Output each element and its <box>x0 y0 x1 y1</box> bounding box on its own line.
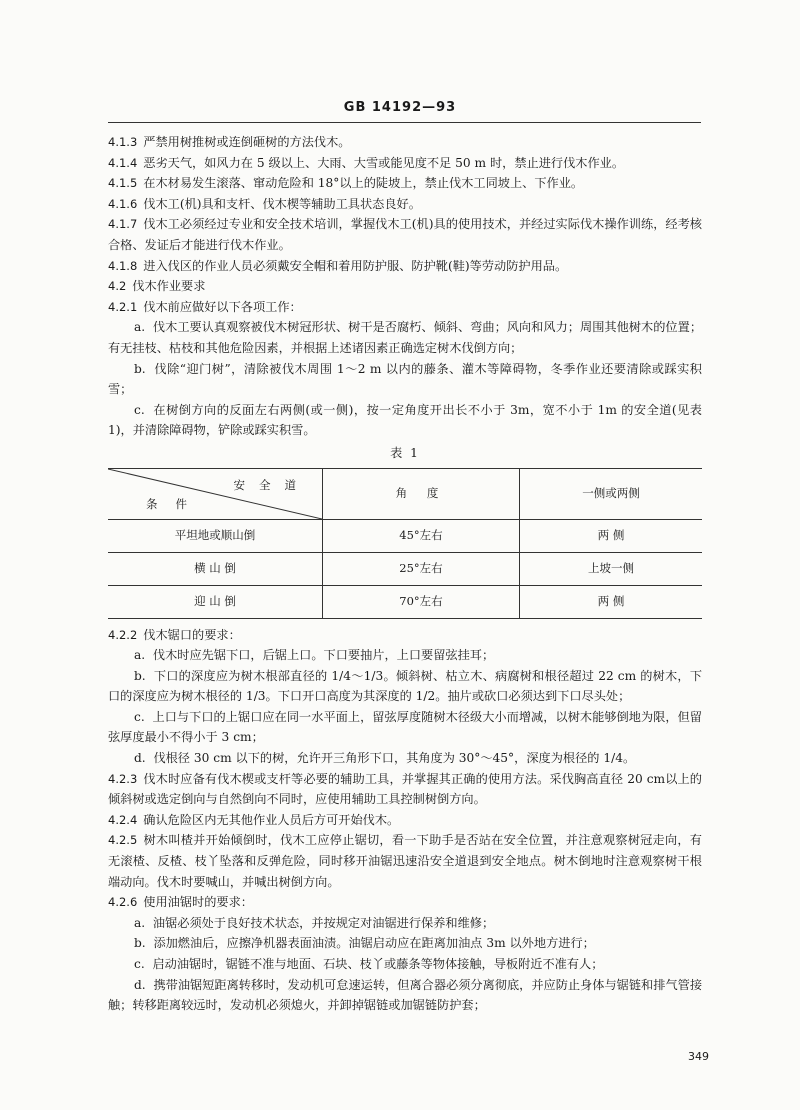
clause-4-1-8 <box>108 256 702 277</box>
subitem-label: c. <box>134 957 145 971</box>
clause-4-1-7 <box>108 214 702 255</box>
clause-4-2-6 <box>108 892 702 913</box>
subitem-text: 添加燃油后，应擦净机器表面油渍。油锯启动应在距离加油点 3m 以外地方进行； <box>153 936 595 951</box>
subitem-text: 上口与下口的上锯口应在同一水平面上，留弦厚度随树木径级大小而增减，以树木能够倒地为限，但留弦厚度最小不得小于 3 cm； <box>108 709 702 745</box>
clause-text: 恶劣天气，如风力在 5 级以上、大雨、大雪或能见度不足 50 m 时，禁止进行伐木作业。 <box>143 155 625 170</box>
subitem-label: b. <box>134 936 146 951</box>
cell-angle: 45°左右 <box>323 519 520 552</box>
clause-number: 4.2.3 <box>108 771 138 786</box>
clause-4-2-2 <box>108 625 702 646</box>
document-body <box>108 132 702 1016</box>
clause-4-1-4 <box>108 153 702 174</box>
cell-condition: 迎 山 倒 <box>108 585 323 618</box>
header-condition: 条件 <box>146 496 205 511</box>
subitem-4-2-6-a <box>108 913 702 934</box>
clause-4-2-4 <box>108 810 702 831</box>
clause-4-1-6 <box>108 194 702 215</box>
cell-side: 两 侧 <box>520 519 703 552</box>
clause-number: 4.2.4 <box>108 812 138 827</box>
clause-number: 4.1.7 <box>108 217 138 232</box>
subitem-text: 油锯必须处于良好技术状态，并按规定对油锯进行保养和维修； <box>152 915 495 930</box>
subitem-text: 下口的深度应为树木根部直径的 1/4～1/3。倾斜树、枯立木、病腐树和根径超过 22 cm 的树木，下口的深度应为树木根径的 1/3。下口开口高度为其深度的 1/2。抽片或砍口必须达到下口尽头处； <box>108 668 703 704</box>
subitem-4-2-1-a <box>108 317 702 358</box>
subitem-label: a. <box>134 915 146 930</box>
subitem-4-2-6-b <box>108 933 702 954</box>
clause-number: 4.1.8 <box>108 258 138 273</box>
subitem-label: a. <box>134 648 146 663</box>
safety-path-table <box>108 468 702 619</box>
clause-text: 使用油锯时的要求： <box>143 895 253 910</box>
header-rule <box>108 122 701 123</box>
subitem-4-2-6-c <box>108 954 702 975</box>
subitem-label: b. <box>134 668 146 683</box>
clause-4-1-3 <box>108 132 702 153</box>
cell-angle: 70°左右 <box>323 585 520 618</box>
subitem-4-2-6-d <box>108 975 702 1016</box>
clause-text: 进入伐区的作业人员必须戴安全帽和着用防护服、防护靴(鞋)等劳动防护用品。 <box>143 258 568 273</box>
subitem-4-2-2-b <box>108 666 702 707</box>
section-4-2-heading <box>108 276 702 297</box>
subitem-text: 伐木时应先锯下口，后锯上口。下口要抽片，上口要留弦挂耳； <box>152 648 495 663</box>
header-side: 一侧或两侧 <box>520 468 703 519</box>
subitem-text: 在树倒方向的反面左右两侧(或一侧)，按一定角度开出长不小于 3m，宽不小于 1m 的安全道(见表 1)，并清除障碍物，铲除或踩实积雪。 <box>108 402 702 438</box>
cell-angle: 25°左右 <box>323 552 520 585</box>
clause-number: 4.2.2 <box>108 627 138 642</box>
table-caption: 表 1 <box>390 445 420 460</box>
page-number: 349 <box>688 1050 709 1063</box>
clause-4-2-1 <box>108 297 702 318</box>
clause-number: 4.2.6 <box>108 895 138 910</box>
cell-condition: 平坦地或顺山倒 <box>108 519 323 552</box>
clause-4-2-5 <box>108 830 702 892</box>
subitem-text: 伐木工要认真观察被伐木树冠形状、树干是否腐朽、倾斜、弯曲；风向和风力；周围其他树木的位置；有无挂枝、枯枝和其他危险因素，并根据上述诸因素正确选定树木伐倒方向； <box>108 320 703 355</box>
clause-text: 伐木工必须经过专业和安全技术培训，掌握伐木工(机)具的使用技术，并经过实际伐木操作训练，经考核合格、发证后才能进行伐木作业。 <box>108 217 702 252</box>
clause-number: 4.1.5 <box>108 176 138 191</box>
subitem-4-2-2-c <box>108 707 702 748</box>
clause-text: 伐木时应备有伐木楔或支杆等必要的辅助工具，并掌握其正确的使用方法。采伐胸高直径 20 cm以上的倾斜树或选定倒向与自然倒向不同时，应使用辅助工具控制树倒方向。 <box>108 771 702 807</box>
subitem-4-2-2-a <box>108 645 702 666</box>
header-safety-path: 安全道 <box>233 477 310 492</box>
clause-text: 伐木工(机)具和支杆、伐木楔等辅助工具状态良好。 <box>143 196 421 211</box>
clause-text: 树木叫楂并开始倾倒时，伐木工应停止锯切，看一下助手是否站在安全位置，并注意观察树冠走向，有无滚楂、反楂、枝丫坠落和反弹危险，同时移开油锯迅速沿安全道退到安全地点。树木倒地时注意观察树干根端动向。伐木时要喊山，并喊出树倒方向。 <box>108 833 702 889</box>
clause-number: 4.2.5 <box>108 833 138 848</box>
clause-text: 伐木锯口的要求： <box>143 627 241 642</box>
cell-side: 两 侧 <box>520 585 703 618</box>
table-row <box>108 585 702 618</box>
subitem-4-2-1-b <box>108 359 702 400</box>
table-header-row <box>108 468 702 519</box>
subitem-label: c. <box>134 402 145 417</box>
subitem-label: b. <box>134 361 146 376</box>
section-title: 伐木作业要求 <box>132 279 206 294</box>
clause-text: 伐木前应做好以下各项工作： <box>143 299 302 314</box>
subitem-label: d. <box>134 977 146 992</box>
clause-number: 4.1.4 <box>108 155 138 170</box>
subitem-text: 伐除“迎门树”，清除被伐木周围 1～2 m 以内的藤条、灌木等障碍物，冬季作业还要清除或踩实积雪； <box>108 361 702 397</box>
header-angle: 角 度 <box>323 468 520 519</box>
clause-text: 确认危险区内无其他作业人员后方可开始伐木。 <box>143 812 400 827</box>
subitem-4-2-1-c <box>108 400 702 441</box>
subitem-label: d. <box>134 751 146 766</box>
standard-number-header: GB 14192—93 <box>343 100 457 115</box>
subitem-text: 携带油锯短距离转移时，发动机可怠速运转，但离合器必须分离彻底，并应防止身体与锯链和排气管接触；转移距离较远时，发动机必须熄火，并卸掉锯链或加锯链防护套； <box>108 977 703 1013</box>
clause-4-2-3 <box>108 769 702 810</box>
cell-side: 上坡一侧 <box>520 552 703 585</box>
subitem-text: 伐根径 30 cm 以下的树，允许开三角形下口，其角度为 30°～45°，深度为根径的 1/4。 <box>153 751 636 766</box>
diagonal-header-cell <box>108 468 323 519</box>
clause-number: 4.2.1 <box>108 299 138 314</box>
subitem-text: 启动油锯时，锯链不准与地面、石块、枝丫或藤条等物体接触，导板附近不准有人； <box>152 957 604 971</box>
cell-condition: 横 山 倒 <box>108 552 323 585</box>
clause-number: 4.1.6 <box>108 196 138 211</box>
section-number: 4.2 <box>108 279 127 294</box>
clause-number: 4.1.3 <box>108 135 138 149</box>
table-row <box>108 519 702 552</box>
table-row <box>108 552 702 585</box>
subitem-label: a. <box>134 320 146 335</box>
subitem-4-2-2-d <box>108 748 702 769</box>
clause-4-1-5 <box>108 173 702 194</box>
subitem-label: c. <box>134 709 145 724</box>
clause-text: 严禁用树推树或连倒砸树的方法伐木。 <box>143 135 351 149</box>
clause-text: 在木材易发生滚落、窜动危险和 18°以上的陡坡上，禁止伐木工同坡上、下作业。 <box>143 176 584 191</box>
